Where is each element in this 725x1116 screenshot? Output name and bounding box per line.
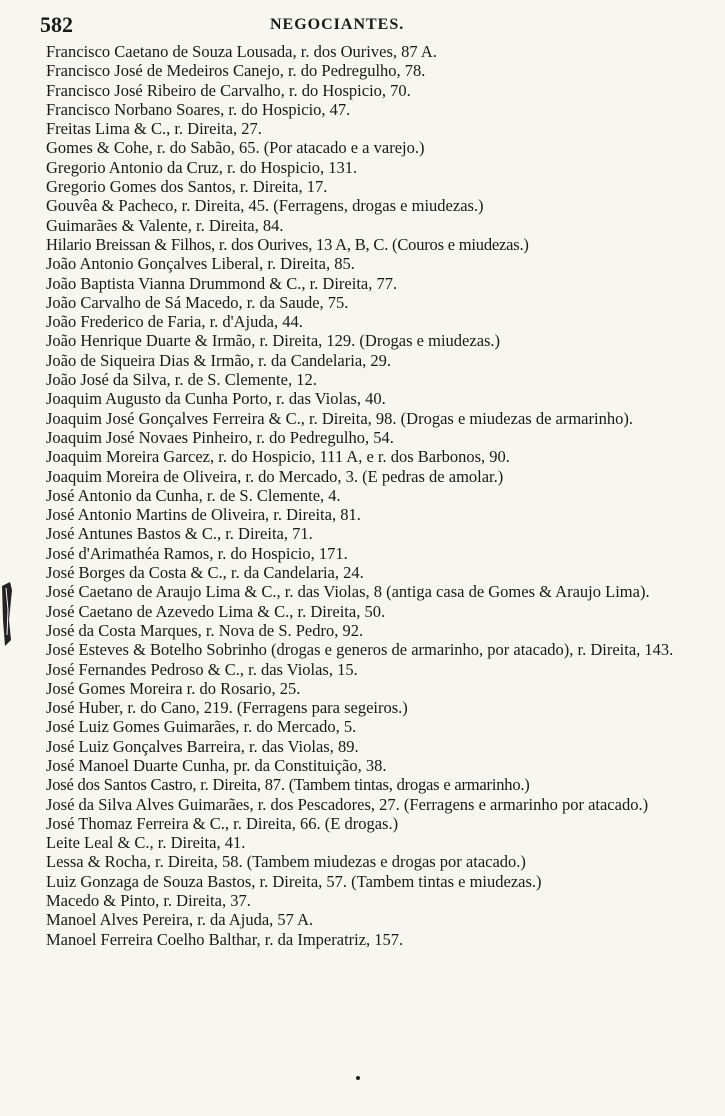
list-item: João de Siqueira Dias & Irmão, r. da Candelaria, 29. [46,350,392,370]
list-item: Freitas Lima & C., r. Direita, 27. [46,119,262,139]
list-item: Manoel Ferreira Coelho Balthar, r. da Imperatriz, 157. [46,929,404,949]
list-item: José Caetano de Azevedo Lima & C., r. Direita, 50. [46,601,386,621]
list-item: Gregorio Antonio da Cruz, r. do Hospicio, 131. [46,157,358,177]
list-item: José Luiz Gonçalves Barreira, r. das Violas, 89. [46,736,359,756]
list-item: Leite Leal & C., r. Direita, 41. [46,833,246,853]
list-item: José Huber, r. do Cano, 219. (Ferragens para segeiros.) [46,698,408,718]
list-item: João Baptista Vianna Drummond & C., r. Direita, 77. [46,273,398,293]
list-item: Joaquim Moreira Garcez, r. do Hospicio, 111 A, e r. dos Barbonos, 90. [46,447,510,467]
list-item: José Antunes Bastos & C., r. Direita, 71. [46,524,313,544]
list-item: Guimarães & Valente, r. Direita, 84. [46,215,284,235]
list-item: Gregorio Gomes dos Santos, r. Direita, 17. [46,177,328,197]
list-item: Joaquim Augusto da Cunha Porto, r. das Violas, 40. [46,389,386,409]
list-item: Lessa & Rocha, r. Direita, 58. (Tambem miudezas e drogas por atacado.) [46,852,526,872]
list-item: Joaquim Moreira de Oliveira, r. do Mercado, 3. (E pedras de amolar.) [46,466,504,486]
list-item: Francisco José de Medeiros Canejo, r. do Pedregulho, 78. [46,61,426,81]
list-item: Joaquim José Novaes Pinheiro, r. do Pedregulho, 54. [46,427,394,447]
merchant-list [46,42,694,949]
list-item: Francisco Caetano de Souza Lousada, r. dos Ourives, 87 A. [46,42,437,61]
running-head: NEGOCIANTES. [270,16,405,33]
list-item: Macedo & Pinto, r. Direita, 37. [46,891,251,911]
list-item: José Caetano de Araujo Lima & C., r. das Violas, 8 (antiga casa de Gomes & Araujo Lima). [46,582,650,602]
list-item: João José da Silva, r. de S. Clemente, 12. [46,370,317,390]
list-item: José Thomaz Ferreira & C., r. Direita, 66. (E drogas.) [46,813,399,833]
list-item: João Carvalho de Sá Macedo, r. da Saude, 75. [46,292,349,312]
list-item: José d'Arimathéa Ramos, r. do Hospicio, 171. [46,543,348,563]
list-item: Manoel Alves Pereira, r. da Ajuda, 57 A. [46,910,314,930]
list-item: João Henrique Duarte & Irmão, r. Direita, 129. (Drogas e miudezas.) [46,331,501,351]
list-item: José dos Santos Castro, r. Direita, 87. (Tambem tintas, drogas e armarinho.) [46,775,530,795]
list-item: Gomes & Cohe, r. do Sabão, 65. (Por atacado e a varejo.) [46,138,425,158]
list-item: José da Silva Alves Guimarães, r. dos Pescadores, 27. (Ferragens e armarinho por atacado.) [46,794,649,814]
list-item: Luiz Gonzaga de Souza Bastos, r. Direita, 57. (Tambem tintas e miudezas.) [46,871,542,891]
list-item: José Manoel Duarte Cunha, pr. da Constituição, 38. [46,755,387,775]
list-item: Hilario Breissan & Filhos, r. dos Ourives, 13 A, B, C. (Couros e miudezas.) [46,234,529,254]
list-item: José Antonio Martins de Oliveira, r. Direita, 81. [46,505,361,525]
list-item: Gouvêa & Pacheco, r. Direita, 45. (Ferragens, drogas e miudezas.) [46,196,484,216]
page-header [40,12,700,40]
list-item: José Antonio da Cunha, r. de S. Clemente, 4. [46,485,341,505]
margin-binding-mark [0,580,14,650]
list-item: João Frederico de Faria, r. d'Ajuda, 44. [46,312,303,332]
list-item: Francisco José Ribeiro de Carvalho, r. do Hospicio, 70. [46,80,411,100]
list-item: José Esteves & Botelho Sobrinho (drogas e generos de armarinho, por atacado), r. Direita, 143. [46,640,674,660]
list-item: José Gomes Moreira r. do Rosario, 25. [46,678,301,698]
list-item: José Luiz Gomes Guimarães, r. do Mercado, 5. [46,717,357,737]
list-item: José Borges da Costa & C., r. da Candelaria, 24. [46,563,364,583]
list-item: Joaquim José Gonçalves Ferreira & C., r. Direita, 98. (Drogas e miudezas de armarinho). [46,408,633,428]
list-item: José da Costa Marques, r. Nova de S. Pedro, 92. [46,620,364,640]
list-item: Francisco Norbano Soares, r. do Hospicio, 47. [46,99,351,119]
page-number: 582 [40,12,73,37]
footer-mark [356,1076,360,1080]
list-item: João Antonio Gonçalves Liberal, r. Direita, 85. [46,254,355,274]
list-item: José Fernandes Pedroso & C., r. das Violas, 15. [46,659,358,679]
